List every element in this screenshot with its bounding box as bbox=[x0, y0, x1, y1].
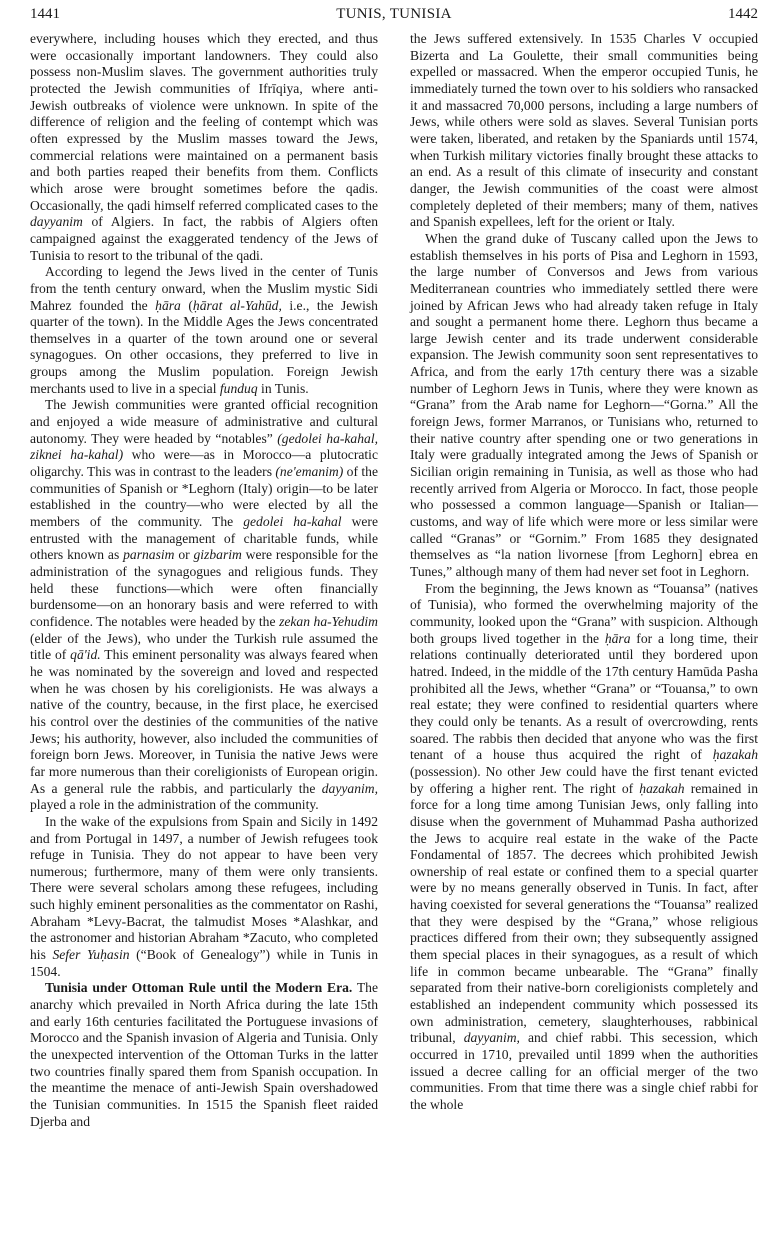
paragraph bbox=[410, 31, 758, 231]
text-run: and chief rabbi. This secession, which occurred in 1710, prevailed until 1899 when the authorities issued a decree calling for an official merger of the two communities. From that time there was a single chief rabbi for the whole bbox=[410, 1030, 758, 1112]
text-run: who were—as in Morocco—a plutocratic oligarchy. This was in contrast to the leaders bbox=[30, 447, 378, 480]
paragraph bbox=[30, 980, 378, 1130]
running-header bbox=[30, 4, 758, 24]
italic-term: Sefer Yuḥasin bbox=[52, 947, 130, 963]
text-run: of Algiers. In fact, the rabbis of Algiers often campaigned against the exaggerated tendency of the Jews of Tunisia to resort to the tribunal of the qadi. bbox=[30, 214, 378, 263]
text-run: (possession). No other Jew could have the first tenant evicted by offering a higher rent. The right of bbox=[410, 763, 758, 796]
italic-term: zekan ha-Yehudim bbox=[279, 613, 378, 629]
text-run: The Jewish communities were granted official recognition and enjoyed a wide measure of administrative and cultural autonomy. They were headed by “notables” bbox=[30, 397, 378, 446]
text-run: i.e., the Jewish quarter of the town). In the Middle Ages the Jews concentrated themselves in a quarter of the town around one or several synagogues. On other occasions, they preferred to live in groups among the Muslim population. Foreign Jewish merchants used to live in a special bbox=[30, 297, 378, 396]
page-number-left: 1441 bbox=[30, 6, 60, 22]
text-run: of the communities of Spanish or *Leghorn (Italy) origin—to be later established in the country—who were elected by all the members of the community. The bbox=[30, 464, 378, 530]
page-number-right: 1442 bbox=[728, 6, 758, 22]
text-run: played a role in the administration of the community. bbox=[30, 797, 319, 813]
running-title: TUNIS, TUNISIA bbox=[336, 6, 452, 22]
text-run: were entrusted with the management of charitable funds, while others known as bbox=[30, 514, 378, 563]
paragraph bbox=[30, 814, 378, 981]
text-run: This eminent personality was always feared when he was nominated by the sovereign and loved and respected when he was chosen by his coreligionists. He was always a native of the country, because, in the first place, he exercised his control over the destinies of the communities of the native Jews; his authority, however, also included the communities of foreign born Jews. Moreover, in Tunisia the native Jews were far more numerous than their coreligionists of European origin. As a general rule the rabbis, and particularly the bbox=[30, 647, 379, 796]
text-run: When the grand duke of Tuscany called upon the Jews to establish themselves in his ports of Pisa and Leghorn in 1593, the large number of Conversos and Jews from various Mediterranean countries who immediately settled there were joined by African Jews who had already taken refuge in Italy and sought a permanent home there. Leghorn thus became a large Jewish center and its trade underwent considerable expansion. The Jewish community soon sent representatives to Africa, and from the early 17th century there was a sizable number of Leghorn Jews in Tunis, where they were known as “Grana” from the Arab name for Leghorn—“Gorna.” All the foreign Jews, former Marranos, or Tunisians who, returned to their native country after spending one or two generations in Italy were gradually integrated among the Jews of Spanish or Sicilian origin remaining in Tunisia, as well as those who had recently arrived from Algeria or Morocco. In fact, those people who possessed a common language—Spanish or Italian—customs, and way of life which were more or less similar were called “Granas” or “Gornim.” From 1685 they designated themselves as “la nation livornese [from Leghorn] ebrea en Tunes,” although many of them had never set foot in Leghorn. bbox=[410, 230, 758, 579]
italic-term: dayyanim bbox=[30, 214, 83, 230]
italic-term: qā'id. bbox=[70, 647, 101, 663]
italic-term: ḥāra bbox=[155, 297, 181, 313]
italic-term: parnasim bbox=[123, 547, 175, 563]
text-run: everywhere, including houses which they erected, and thus were occasionally important landowners. They could also possess non-Muslim slaves. The government authorities truly protected the Jewish communities of Ifrīqiya, where anti-Jewish outbreaks of violence were unknown. In spite of the difference of religion and the feeling of contempt which was often expressed by the Muslim masses toward the Jews, commercial relations were maintained on a permanent basis and both parties reaped their benefits from them. Conflicts which arose were brought sometimes before the qadis. Occasionally, the qadi himself referred complicated cases to the bbox=[30, 31, 378, 213]
text-run: (elder of the Jews), who under the Turkish rule assumed the title of bbox=[30, 630, 378, 663]
text-run: According to legend the Jews lived in the center of Tunis from the tenth century onward, when the Muslim mystic Sidi Mahrez founded the bbox=[30, 264, 378, 313]
left-column bbox=[30, 31, 378, 1130]
text-run: (“Book of Genealogy”) while in Tunis in 1504. bbox=[30, 947, 378, 979]
italic-term: ḥāra bbox=[604, 630, 631, 646]
paragraph bbox=[410, 231, 758, 581]
italic-term: gedolei ha-kahal bbox=[243, 514, 342, 530]
italic-term: dayyanim, bbox=[463, 1030, 520, 1046]
text-run: remained in force for a long time among Tunisian Jews, only falling into disuse when the government of Muhammad Pasha authorized the Jews to acquire real estate in the wake of the Pacte Fondamental of 1857. The decrees which prohibited Jewish ownership of real estate or confined them to a special quarter were by no means generally observed in Tunis. In fact, after having coexisted for several generations the “Touansa” realized that they were despised by the “Grana,” whose religious practices differed from their own; they subsequently assigned them special places in their synagogues, as a result of which life in common became unbearable. The “Grana” finally separated from their native-born coreligionists completely and established an independent community which possessed its own administration, cemetery, slaughterhouses, rabbinical tribunal, bbox=[410, 780, 758, 1046]
italic-term: (gedolei ha-kahal, ziknei ha-kahal) bbox=[30, 430, 378, 463]
text-run: The anarchy which prevailed in North Africa during the late 15th and early 16th centuries facilitated the Portuguese invasions of Morocco and the Spanish invasion of Algeria and Tunisia. Only the unexpected intervention of the Ottoman Turks in the latter two countries finally spared them from Spanish occupation. In the meantime the menace of anti-Jewish Spain overshadowed the Tunisian communities. In 1515 the Spanish fleet raided Djerba and bbox=[30, 980, 378, 1129]
paragraph bbox=[30, 397, 378, 813]
text-run: were responsible for the administration of the synagogues and religious funds. They held these functions—which were often financially burdensome—on an honorary basis and were referred to with confidence. The notables were headed by the bbox=[30, 547, 378, 629]
italic-term: ḥazakah bbox=[712, 747, 758, 763]
right-column bbox=[410, 31, 758, 1114]
paragraph bbox=[410, 581, 758, 1114]
text-run: From the beginning, the Jews known as “Touansa” (natives of Tunisia), who formed the overwhelming majority of the community, looked upon the “Grana” with suspicion. Although both groups lived together in the bbox=[410, 580, 758, 646]
text-run: In the wake of the expulsions from Spain and Sicily in 1492 and from Portugal in 1497, a number of Jewish refugees took refuge in Tunisia. They do not appear to have been very numerous; furthermore, many of them were only transients. There were several scholars among these refugees, including such highly eminent personalities as the commentator on Rashi, Abraham *Levy-Bacrat, the talmudist Moses *Alashkar, and the astronomer and historian Abraham *Zacuto, who completed his bbox=[30, 813, 378, 963]
text-run: for a long time, their relations continually deteriorated until they bordered upon hatred. Indeed, in the middle of the 17th century Hamūda Pasha prohibited all the Jews, whether “Grana” or “Touansa,” to own real estate; they were confined to residential quarters where they could only be tenants. As a result of overcrowding, rents soared. The rabbis then decided that anyone who was the first tenant of a house thus acquired the right of bbox=[410, 630, 758, 763]
italic-term: ḥārat al-Yahūd, bbox=[192, 297, 282, 313]
italic-term: (ne'emanim) bbox=[275, 464, 344, 480]
text-run: ( bbox=[180, 297, 193, 313]
paragraph bbox=[30, 31, 378, 264]
italic-term: funduq bbox=[219, 380, 258, 396]
italic-term: gizbarim bbox=[193, 547, 242, 563]
text-run: or bbox=[174, 547, 194, 563]
italic-term: ḥazakah bbox=[639, 780, 685, 796]
text-run: the Jews suffered extensively. In 1535 Charles V occupied Bizerta and La Goulette, their small communities being expelled or massacred. When the emperor occupied Tunis, he immediately turned the town over to his soldiers who ransacked it and massacred 70,000 persons, including a large numbers of Jews, while others were sold as slaves. Several Tunisian ports were taken, liberated, and retaken by the Spaniards until 1574, when Turkish military victories finally brought these attacks to an end. As a result of this climate of insecurity and constant danger, the Jewish communities of the coast were almost completely depleted of their members; many of them, natives and Spanish expellees, left for the orient or Italy. bbox=[410, 31, 758, 230]
section-heading: Tunisia under Ottoman Rule until the Modern Era. bbox=[45, 980, 353, 996]
italic-term: dayyanim, bbox=[321, 780, 378, 796]
text-run: in Tunis. bbox=[257, 380, 309, 396]
paragraph bbox=[30, 264, 378, 397]
